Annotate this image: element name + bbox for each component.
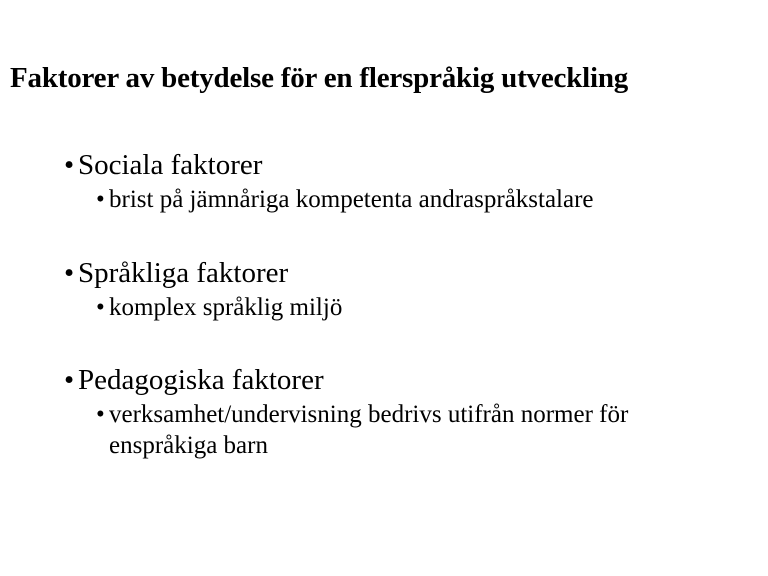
bullet-icon: • [64, 257, 75, 289]
level1-bullet [64, 148, 744, 182]
level2-bullet [96, 292, 744, 323]
bullet-group-pedagogical [64, 363, 744, 461]
level2-bullet [96, 184, 744, 215]
level1-text: Pedagogiska faktorer [78, 364, 324, 396]
slide-title: Faktorer av betydelse för en flerspråkig utveckling [10, 62, 629, 94]
bullet-icon: • [96, 294, 105, 321]
bullet-icon: • [64, 364, 75, 396]
bullet-icon: • [96, 401, 105, 428]
bullet-group-linguistic [64, 256, 744, 323]
level2-text: komplex språklig miljö [109, 294, 343, 321]
bullet-icon: • [64, 149, 75, 181]
level1-text: Språkliga faktorer [78, 257, 289, 289]
bullet-icon: • [96, 186, 105, 213]
level2-text: brist på jämnåriga kompetenta andraspråkstalare [109, 186, 594, 213]
bullet-group-social [64, 148, 744, 215]
level1-text: Sociala faktorer [78, 149, 263, 181]
level2-bullet [96, 399, 699, 461]
level1-bullet [64, 256, 744, 290]
level2-text: verksamhet/undervisning bedrivs utifrån normer för enspråkiga barn [109, 401, 629, 459]
level1-bullet [64, 363, 744, 397]
